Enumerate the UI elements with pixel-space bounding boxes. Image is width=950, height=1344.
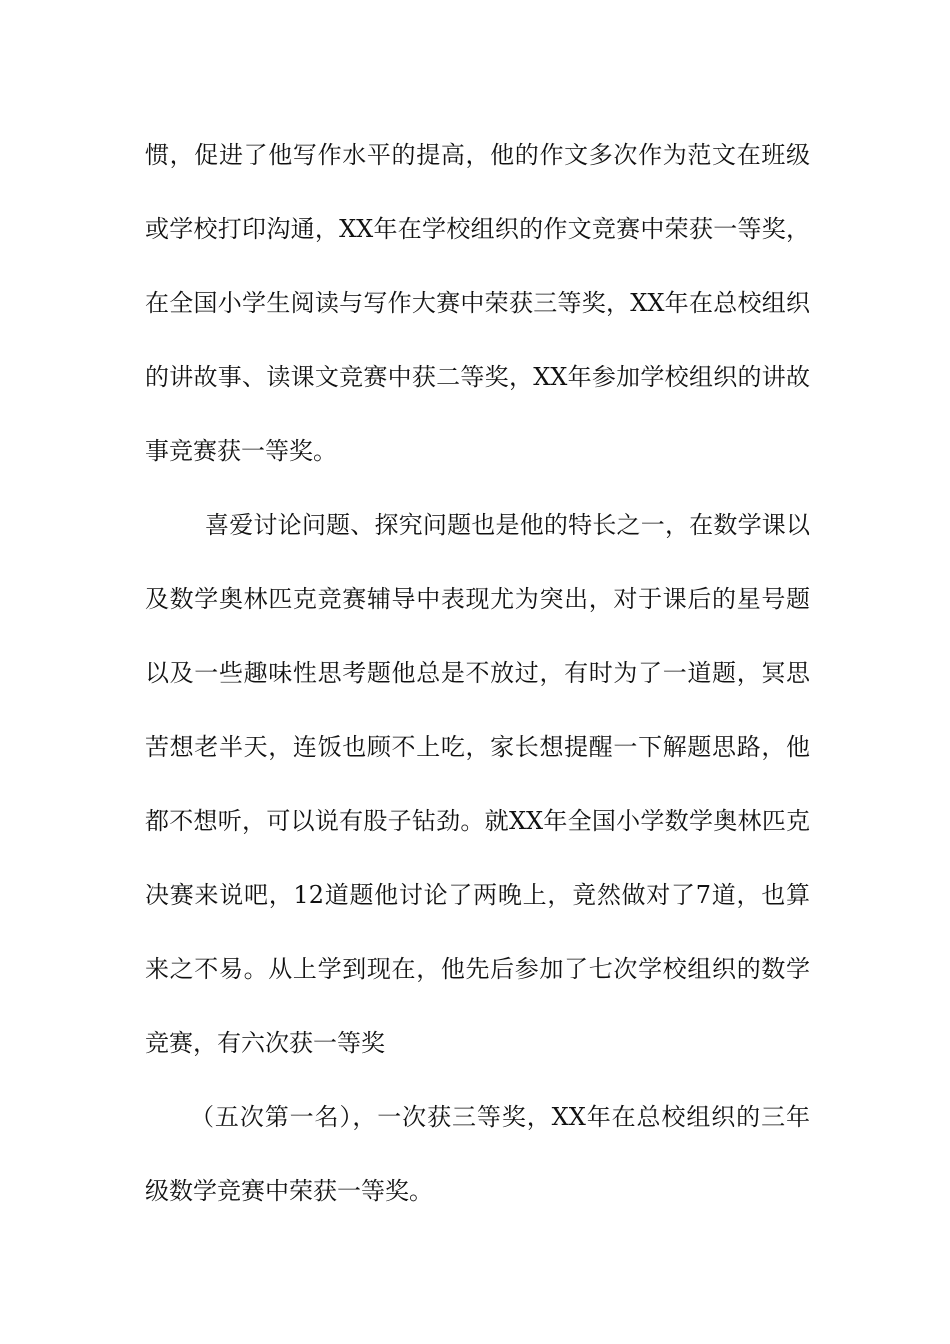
- paragraph-line: 级数学竞赛中荣获一等奖。: [145, 1177, 433, 1205]
- paragraph-line: 事竞赛获一等奖。: [145, 437, 337, 465]
- paragraph-line: 来之不易。从上学到现在，他先后参加了七次学校组织的数学: [145, 955, 810, 983]
- paragraph-line: 喜爱讨论问题、探究问题也是他的特长之一，在数学课以: [205, 511, 810, 539]
- paragraph-line: 决赛来说吧，12道题他讨论了两晚上，竟然做对了7道，也算: [145, 881, 810, 909]
- paragraph-line: 的讲故事、读课文竞赛中获二等奖，XX年参加学校组织的讲故: [145, 363, 810, 391]
- paragraph-line: （五次第一名），一次获三等奖，XX年在总校组织的三年: [190, 1103, 810, 1131]
- paragraph-line: 都不想听，可以说有股子钻劲。就XX年全国小学数学奥林匹克: [145, 807, 810, 835]
- paragraph-line: 或学校打印沟通，XX年在学校组织的作文竞赛中荣获一等奖，: [145, 215, 810, 243]
- paragraph-line: 惯，促进了他写作水平的提高，他的作文多次作为范文在班级: [145, 141, 810, 169]
- paragraph-line: 竞赛，有六次获一等奖: [145, 1029, 385, 1057]
- paragraph-line: 以及一些趣味性思考题他总是不放过，有时为了一道题，冥思: [145, 659, 810, 687]
- paragraph-line: 及数学奥林匹克竞赛辅导中表现尤为突出，对于课后的星号题: [145, 585, 810, 613]
- paragraph-line: 苦想老半天，连饭也顾不上吃，家长想提醒一下解题思路，他: [145, 733, 810, 761]
- paragraph-line: 在全国小学生阅读与写作大赛中荣获三等奖，XX年在总校组织: [145, 289, 810, 317]
